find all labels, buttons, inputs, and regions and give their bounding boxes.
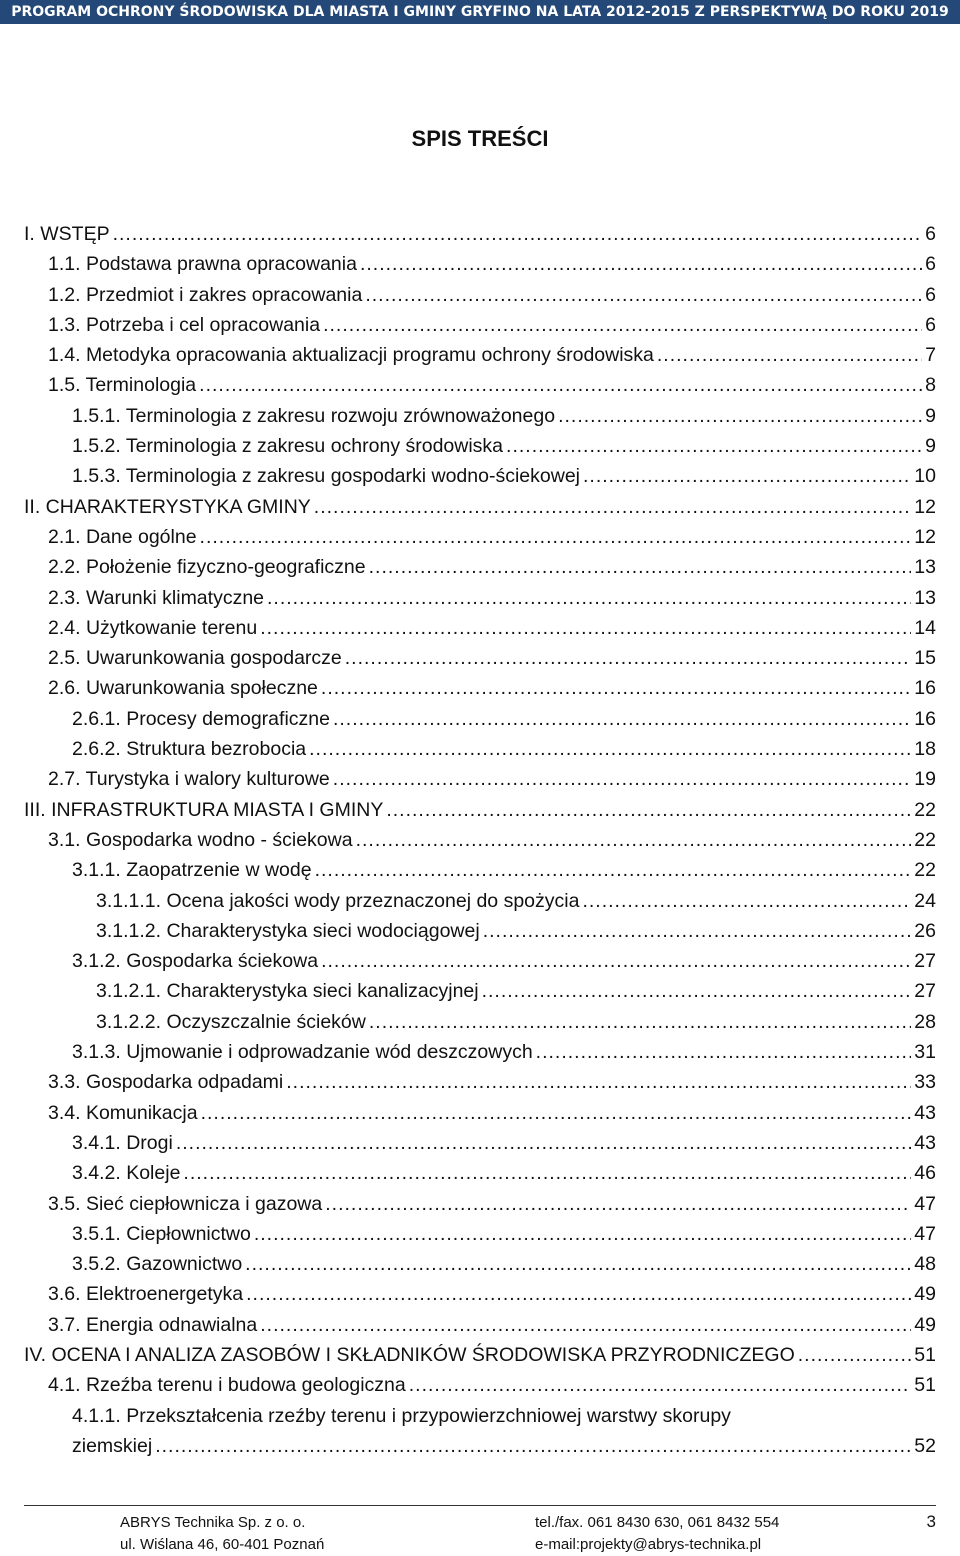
toc-leader-dots xyxy=(314,492,912,522)
toc-entry[interactable] xyxy=(24,643,936,673)
toc-leader-dots xyxy=(506,431,922,461)
toc-entry-page: 52 xyxy=(914,1434,936,1457)
toc-entry-page: 47 xyxy=(914,1192,936,1215)
toc-entry-label: 2.6. Uwarunkowania społeczne xyxy=(48,677,318,700)
toc-entry[interactable] xyxy=(24,1128,936,1158)
toc-entry[interactable] xyxy=(24,1158,936,1188)
toc-entry-label: 3.4.1. Drogi xyxy=(72,1131,173,1154)
toc-entry[interactable] xyxy=(24,1219,936,1249)
toc-entry-label: 3.3. Gospodarka odpadami xyxy=(48,1071,284,1094)
toc-entry[interactable] xyxy=(24,249,936,279)
footer-company: ABRYS Technika Sp. z o. o. xyxy=(120,1514,306,1531)
toc-leader-dots xyxy=(246,1279,911,1309)
running-header-text: PROGRAM OCHRONY ŚRODOWISKA DLA MIASTA I GMINY GRYFINO NA LATA 2012-2015 Z PERSPEKTYWĄ DO ROKU 2019 xyxy=(11,4,949,20)
toc-leader-dots xyxy=(176,1128,911,1158)
toc-leader-dots xyxy=(155,1431,911,1461)
toc-entry-label: 1.3. Potrzeba i cel opracowania xyxy=(48,313,321,336)
toc-leader-dots xyxy=(345,643,912,673)
toc-entry[interactable] xyxy=(24,431,936,461)
toc-leader-dots xyxy=(483,916,912,946)
table-of-contents xyxy=(24,219,936,1461)
toc-entry[interactable] xyxy=(24,1037,936,1067)
toc-leader-dots xyxy=(201,1098,912,1128)
toc-entry-page: 7 xyxy=(925,344,936,367)
footer-phone: tel./fax. 061 8430 630, 061 8432 554 xyxy=(535,1514,780,1531)
toc-entry-label: 1.1. Podstawa prawna opracowania xyxy=(48,253,357,276)
toc-leader-dots xyxy=(254,1219,911,1249)
toc-entry-page: 22 xyxy=(914,798,936,821)
toc-leader-dots xyxy=(365,280,922,310)
toc-entry-label: 1.4. Metodyka opracowania aktualizacji programu ochrony środowiska xyxy=(48,344,654,367)
toc-leader-dots xyxy=(325,1189,911,1219)
toc-leader-dots xyxy=(582,886,911,916)
toc-leader-dots xyxy=(333,704,911,734)
toc-leader-dots xyxy=(409,1370,912,1400)
toc-entry-label: II. CHARAKTERYSTYKA GMINY xyxy=(24,495,311,518)
toc-entry-label: 3.1.2.1. Charakterystyka sieci kanalizacyjnej xyxy=(96,980,479,1003)
toc-entry-page: 12 xyxy=(914,495,936,518)
toc-entry-page: 24 xyxy=(914,889,936,912)
toc-entry[interactable] xyxy=(24,1249,936,1279)
toc-leader-dots xyxy=(798,1340,912,1370)
toc-entry-label: 2.3. Warunki klimatyczne xyxy=(48,586,265,609)
toc-entry-page: 27 xyxy=(914,980,936,1003)
toc-leader-dots xyxy=(356,825,912,855)
toc-entry-page: 12 xyxy=(914,525,936,548)
toc-entry-label: 4.1. Rzeźba terenu i budowa geologiczna xyxy=(48,1374,406,1397)
toc-entry-page: 19 xyxy=(914,768,936,791)
toc-entry[interactable] xyxy=(24,310,936,340)
toc-entry[interactable] xyxy=(24,340,936,370)
toc-leader-dots xyxy=(386,795,911,825)
footer-contact-block xyxy=(535,1512,779,1556)
toc-leader-dots xyxy=(260,613,911,643)
toc-entry-page: 6 xyxy=(925,223,936,245)
toc-leader-dots xyxy=(183,1158,911,1188)
footer-company-block xyxy=(120,1512,324,1556)
toc-entry-label: III. INFRASTRUKTURA MIASTA I GMINY xyxy=(24,798,384,821)
footer-divider xyxy=(24,1505,936,1506)
toc-entry-label: 3.1.1. Zaopatrzenie w wodę xyxy=(72,859,312,882)
toc-entry-page: 51 xyxy=(914,1374,936,1397)
toc-leader-dots xyxy=(369,1007,911,1037)
toc-leader-dots xyxy=(286,1067,911,1097)
toc-entry-page: 6 xyxy=(925,313,936,336)
toc-entry-page: 49 xyxy=(914,1313,936,1336)
toc-entry-page: 51 xyxy=(914,1343,936,1366)
toc-entry[interactable] xyxy=(24,1340,936,1370)
toc-entry-label: 3.7. Energia odnawialna xyxy=(48,1313,258,1336)
toc-entry-page: 22 xyxy=(914,859,936,882)
toc-entry-label: 2.2. Położenie fizyczno-geograficzne xyxy=(48,556,366,579)
toc-leader-dots xyxy=(536,1037,912,1067)
toc-leader-dots xyxy=(360,249,922,279)
toc-entry[interactable] xyxy=(24,280,936,310)
toc-entry[interactable] xyxy=(24,461,936,491)
toc-entry[interactable] xyxy=(24,704,936,734)
toc-entry[interactable] xyxy=(24,764,936,794)
toc-leader-dots xyxy=(113,219,923,249)
toc-entry-page: 43 xyxy=(914,1131,936,1154)
toc-leader-dots xyxy=(323,310,922,340)
toc-entry[interactable] xyxy=(24,1279,936,1309)
footer-email: e-mail:projekty@abrys-technika.pl xyxy=(535,1536,762,1553)
page-number: 3 xyxy=(926,1512,936,1531)
toc-leader-dots xyxy=(482,976,912,1006)
toc-entry[interactable] xyxy=(24,1189,936,1219)
toc-entry-page: 48 xyxy=(914,1253,936,1276)
toc-entry-label: 2.1. Dane ogólne xyxy=(48,525,197,548)
toc-entry-label: IV. OCENA I ANALIZA ZASOBÓW I SKŁADNIKÓW ŚRODOWISKA PRZYRODNICZEGO xyxy=(24,1343,795,1366)
toc-entry[interactable] xyxy=(24,795,936,825)
toc-entry-label: 1.5.1. Terminologia z zakresu rozwoju zrównoważonego xyxy=(72,404,556,427)
toc-entry-page: 31 xyxy=(914,1041,936,1064)
toc-entry-label: 1.5.2. Terminologia z zakresu ochrony środowiska xyxy=(72,435,504,458)
toc-entry-page: 46 xyxy=(914,1162,936,1185)
toc-entry-page: 47 xyxy=(914,1222,936,1245)
toc-entry-page: 28 xyxy=(914,1010,936,1033)
toc-entry-page: 8 xyxy=(925,374,936,397)
toc-entry[interactable] xyxy=(24,855,936,885)
running-header xyxy=(0,0,960,24)
toc-entry-page: 16 xyxy=(914,677,936,700)
toc-leader-dots xyxy=(199,370,922,400)
toc-leader-dots xyxy=(657,340,922,370)
toc-entry-page: 26 xyxy=(914,919,936,942)
toc-entry-page: 27 xyxy=(914,950,936,973)
toc-entry[interactable] xyxy=(24,522,936,552)
toc-leader-dots xyxy=(315,855,912,885)
toc-leader-dots xyxy=(200,522,912,552)
toc-entry-wrapped-line2[interactable] xyxy=(24,1431,936,1461)
footer-address: ul. Wiślana 46, 60-401 Poznań xyxy=(120,1536,325,1553)
toc-entry-label: 3.5.2. Gazownictwo xyxy=(72,1253,243,1276)
toc-entry[interactable] xyxy=(24,1370,936,1400)
toc-entry-page: 15 xyxy=(914,647,936,670)
toc-entry-label: ziemskiej xyxy=(72,1434,153,1457)
toc-entry[interactable] xyxy=(24,1007,936,1037)
toc-entry-label: 2.5. Uwarunkowania gospodarcze xyxy=(48,647,342,670)
toc-entry[interactable] xyxy=(24,916,936,946)
toc-entry[interactable] xyxy=(24,1098,936,1128)
toc-entry-page: 13 xyxy=(914,586,936,609)
toc-entry-page: 16 xyxy=(914,707,936,730)
toc-entry-wrapped-line1[interactable]: 4.1.1. Przekształcenia rzeźby terenu i przypowierzchniowej warstwy skorupy xyxy=(72,1404,731,1427)
toc-entry[interactable] xyxy=(24,492,936,522)
toc-entry-page: 9 xyxy=(925,404,936,427)
toc-entry-page: 22 xyxy=(914,828,936,851)
toc-entry[interactable] xyxy=(24,886,936,916)
toc-entry-label: 3.1.2.2. Oczyszczalnie ścieków xyxy=(96,1010,366,1033)
toc-leader-dots xyxy=(583,461,911,491)
toc-leader-dots xyxy=(558,401,922,431)
toc-entry-label: 2.6.2. Struktura bezrobocia xyxy=(72,738,307,761)
toc-leader-dots xyxy=(309,734,911,764)
toc-entry-label: 3.1.1.1. Ocena jakości wody przeznaczonej do spożycia xyxy=(96,889,580,912)
toc-entry-page: 49 xyxy=(914,1283,936,1306)
toc-entry[interactable] xyxy=(24,1310,936,1340)
toc-entry-label: I. WSTĘP xyxy=(24,223,110,245)
toc-entry-label: 3.6. Elektroenergetyka xyxy=(48,1283,244,1306)
toc-entry-label: 3.1.1.2. Charakterystyka sieci wodociągowej xyxy=(96,919,480,942)
toc-entry[interactable] xyxy=(24,734,936,764)
toc-entry-label: 2.7. Turystyka i walory kulturowe xyxy=(48,768,330,791)
toc-entry[interactable] xyxy=(24,825,936,855)
toc-leader-dots xyxy=(369,552,912,582)
toc-entry[interactable] xyxy=(24,1067,936,1097)
page-title: SPIS TREŚCI xyxy=(411,126,549,151)
toc-entry-page: 18 xyxy=(914,738,936,761)
toc-entry-page: 43 xyxy=(914,1101,936,1124)
toc-entry-page: 33 xyxy=(914,1071,936,1094)
toc-entry[interactable] xyxy=(24,613,936,643)
toc-entry-label: 1.5. Terminologia xyxy=(48,374,197,397)
toc-entry-label: 3.4. Komunikacja xyxy=(48,1101,198,1124)
toc-entry-label: 3.1. Gospodarka wodno - ściekowa xyxy=(48,828,353,851)
toc-entry[interactable] xyxy=(24,673,936,703)
toc-entry[interactable] xyxy=(24,370,936,400)
toc-entry-page: 9 xyxy=(925,435,936,458)
toc-entry[interactable] xyxy=(24,219,936,249)
toc-leader-dots xyxy=(245,1249,911,1279)
toc-entry[interactable] xyxy=(24,583,936,613)
toc-entry-label: 3.1.2. Gospodarka ściekowa xyxy=(72,950,319,973)
toc-entry[interactable] xyxy=(24,946,936,976)
toc-entry-page: 13 xyxy=(914,556,936,579)
toc-entry-page: 6 xyxy=(925,253,936,276)
toc-leader-dots xyxy=(267,583,911,613)
toc-entry-label: 3.4.2. Koleje xyxy=(72,1162,181,1185)
toc-entry-label: 3.5. Sieć ciepłownicza i gazowa xyxy=(48,1192,323,1215)
toc-entry[interactable] xyxy=(24,976,936,1006)
toc-leader-dots xyxy=(260,1310,911,1340)
toc-leader-dots xyxy=(333,764,912,794)
toc-leader-dots xyxy=(321,946,911,976)
toc-entry-label: 1.2. Przedmiot i zakres opracowania xyxy=(48,283,363,306)
toc-entry-page: 6 xyxy=(925,283,936,306)
toc-entry-label: 2.4. Użytkowanie terenu xyxy=(48,616,258,639)
toc-entry-label: 3.5.1. Ciepłownictwo xyxy=(72,1222,251,1245)
toc-entry-page: 14 xyxy=(914,616,936,639)
toc-entry[interactable] xyxy=(24,552,936,582)
toc-entry-label: 2.6.1. Procesy demograficzne xyxy=(72,707,330,730)
toc-entry-label: 1.5.3. Terminologia z zakresu gospodarki wodno-ściekowej xyxy=(72,465,580,488)
toc-leader-dots xyxy=(321,673,911,703)
toc-entry-page: 10 xyxy=(914,465,936,488)
toc-entry-label: 3.1.3. Ujmowanie i odprowadzanie wód deszczowych xyxy=(72,1041,533,1064)
toc-entry[interactable] xyxy=(24,401,936,431)
